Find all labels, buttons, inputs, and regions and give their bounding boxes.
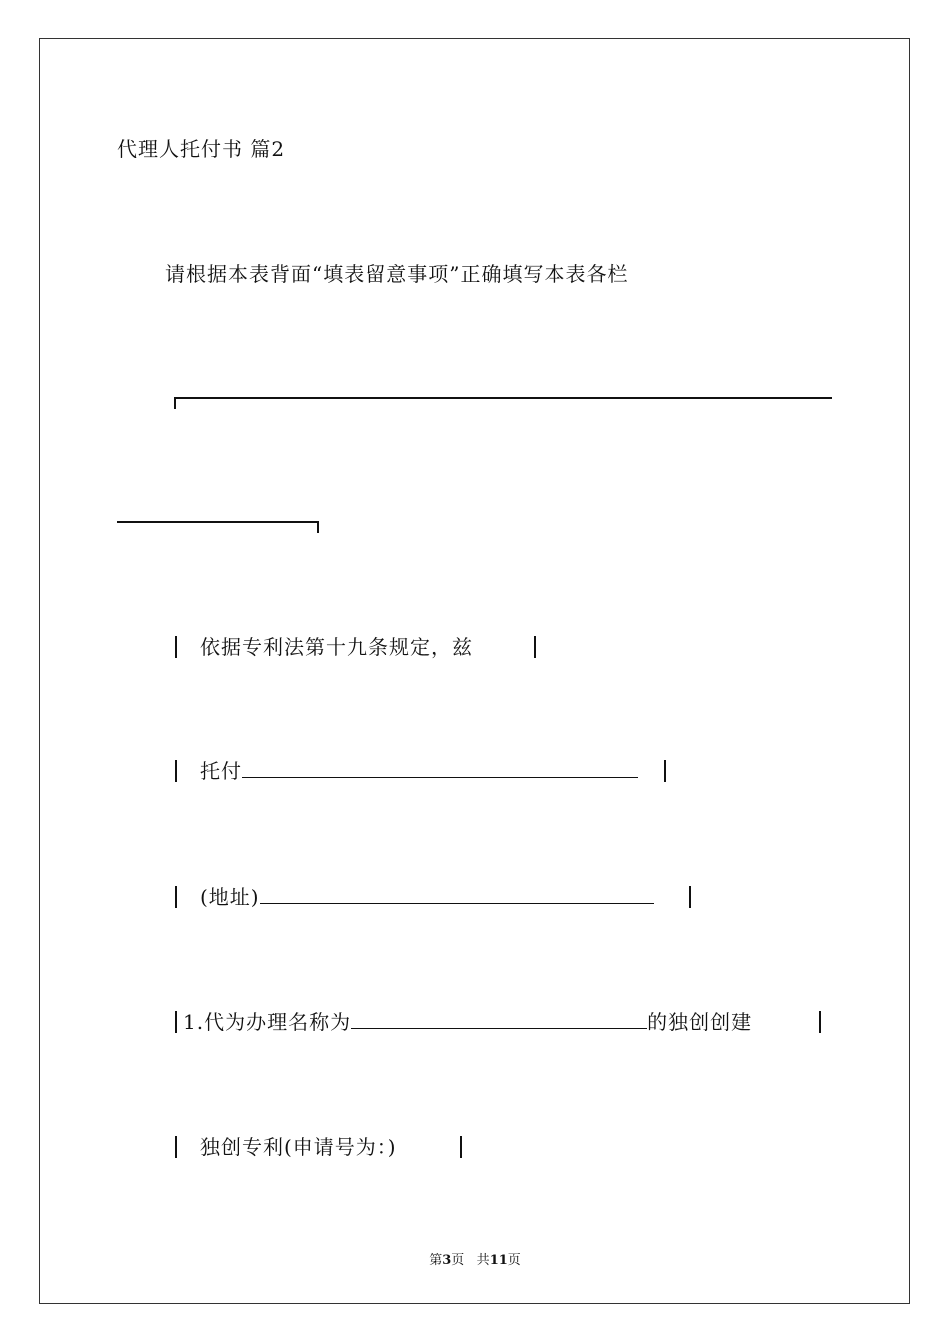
instruction-text: 请根据本表背面“填表留意事项”正确填写本表各栏 (165, 262, 629, 286)
row-left-border (175, 886, 177, 908)
item1-prefix: 1.代为办理名称为 (183, 1010, 352, 1034)
page-border (39, 38, 910, 1304)
footer-total-unit: 页 (507, 1253, 521, 1268)
row-right-border (819, 1011, 821, 1033)
entrust-label: 托付 (200, 759, 242, 783)
table-top-left-corner (174, 397, 176, 409)
table-divider-corner (317, 521, 319, 533)
row-left-border (175, 760, 177, 782)
basis-text: 依据专利法第十九条规定，兹 (200, 635, 473, 659)
item1-suffix: 的独创创建 (647, 1010, 753, 1034)
address-blank[interactable] (260, 885, 654, 904)
footer-total-prefix: 共 (476, 1253, 490, 1268)
item1-name-blank[interactable] (351, 1010, 647, 1029)
row-left-border (175, 636, 177, 658)
entrust-field (200, 759, 638, 783)
row-right-border (534, 636, 536, 658)
footer-total-pages: 11 (489, 1253, 508, 1268)
footer-prefix: 第 (429, 1253, 443, 1268)
entrust-blank[interactable] (242, 759, 638, 778)
footer-page-number: 3 (442, 1253, 452, 1268)
page-footer (0, 1249, 950, 1268)
table-divider-line (117, 521, 317, 523)
row-right-border (689, 886, 691, 908)
address-label: (地址) (200, 885, 260, 909)
item1-continuation: 独创专利(申请号为：) (200, 1135, 397, 1159)
row-right-border (460, 1136, 462, 1158)
row-left-border (175, 1136, 177, 1158)
footer-page-unit: 页 (451, 1253, 465, 1268)
row-left-border (175, 1011, 177, 1033)
item1-field (183, 1010, 752, 1034)
table-top-border (174, 397, 832, 399)
address-field (200, 885, 654, 909)
row-right-border (664, 760, 666, 782)
document-heading: 代理人托付书 篇2 (117, 137, 286, 161)
